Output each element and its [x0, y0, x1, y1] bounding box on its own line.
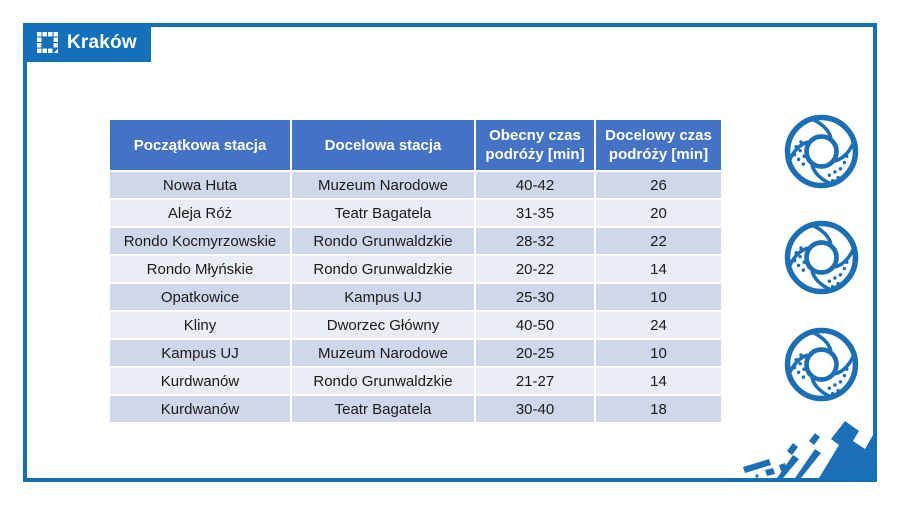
table-header	[109, 119, 722, 171]
col-header-target-time: Docelowy czas podróży [min]	[595, 119, 722, 171]
table-cell: Nowa Huta	[109, 171, 291, 199]
table-cell: Muzeum Narodowe	[291, 339, 475, 367]
col-header-dest-station: Docelowa stacja	[291, 119, 475, 171]
table-row	[109, 311, 722, 339]
table-cell: 25-30	[475, 283, 595, 311]
table-cell: Rondo Grunwaldzkie	[291, 255, 475, 283]
table-cell: Rondo Kocmyrzowskie	[109, 227, 291, 255]
table-cell: Kurdwanów	[109, 367, 291, 395]
table-cell: Dworzec Główny	[291, 311, 475, 339]
table-row	[109, 339, 722, 367]
table-cell: 21-27	[475, 367, 595, 395]
city-map-decoration-icon	[735, 415, 873, 478]
table-cell: 24	[595, 311, 722, 339]
travel-times-table	[108, 118, 723, 424]
table-cell: 20	[595, 199, 722, 227]
table-header-row	[109, 119, 722, 171]
table-cell: Aleja Róż	[109, 199, 291, 227]
table-cell: Teatr Bagatela	[291, 395, 475, 423]
table-cell: 14	[595, 255, 722, 283]
table-cell: Rondo Grunwaldzkie	[291, 227, 475, 255]
table-cell: 18	[595, 395, 722, 423]
table-row	[109, 199, 722, 227]
table-cell: 10	[595, 283, 722, 311]
table-cell: Opatkowice	[109, 283, 291, 311]
table-row	[109, 227, 722, 255]
table-cell: 40-50	[475, 311, 595, 339]
table-row	[109, 367, 722, 395]
obwarzanek-icon	[782, 112, 861, 191]
table-row	[109, 283, 722, 311]
table-cell: 14	[595, 367, 722, 395]
table-cell: Kliny	[109, 311, 291, 339]
table-cell: Kurdwanów	[109, 395, 291, 423]
table-row	[109, 395, 722, 423]
obwarzanek-icon	[782, 218, 861, 297]
obwarzanek-icon	[782, 325, 861, 404]
table-row	[109, 171, 722, 199]
table-cell: Kampus UJ	[109, 339, 291, 367]
table-cell: 28-32	[475, 227, 595, 255]
krakow-tiles-logo-icon	[37, 32, 58, 53]
table-cell: 26	[595, 171, 722, 199]
table-cell: 20-25	[475, 339, 595, 367]
table-row	[109, 255, 722, 283]
table-cell: Teatr Bagatela	[291, 199, 475, 227]
table-cell: Kampus UJ	[291, 283, 475, 311]
table-cell: 30-40	[475, 395, 595, 423]
table-cell: Rondo Młyńskie	[109, 255, 291, 283]
table-cell: Rondo Grunwaldzkie	[291, 367, 475, 395]
slide-title: Kraków	[67, 31, 137, 53]
table-cell: 40-42	[475, 171, 595, 199]
table-cell: 31-35	[475, 199, 595, 227]
table-cell: 10	[595, 339, 722, 367]
title-badge	[24, 23, 151, 62]
table-cell: 20-22	[475, 255, 595, 283]
table-cell: Muzeum Narodowe	[291, 171, 475, 199]
table-cell: 22	[595, 227, 722, 255]
col-header-start-station: Początkowa stacja	[109, 119, 291, 171]
col-header-current-time: Obecny czas podróży [min]	[475, 119, 595, 171]
table-body	[109, 171, 722, 423]
